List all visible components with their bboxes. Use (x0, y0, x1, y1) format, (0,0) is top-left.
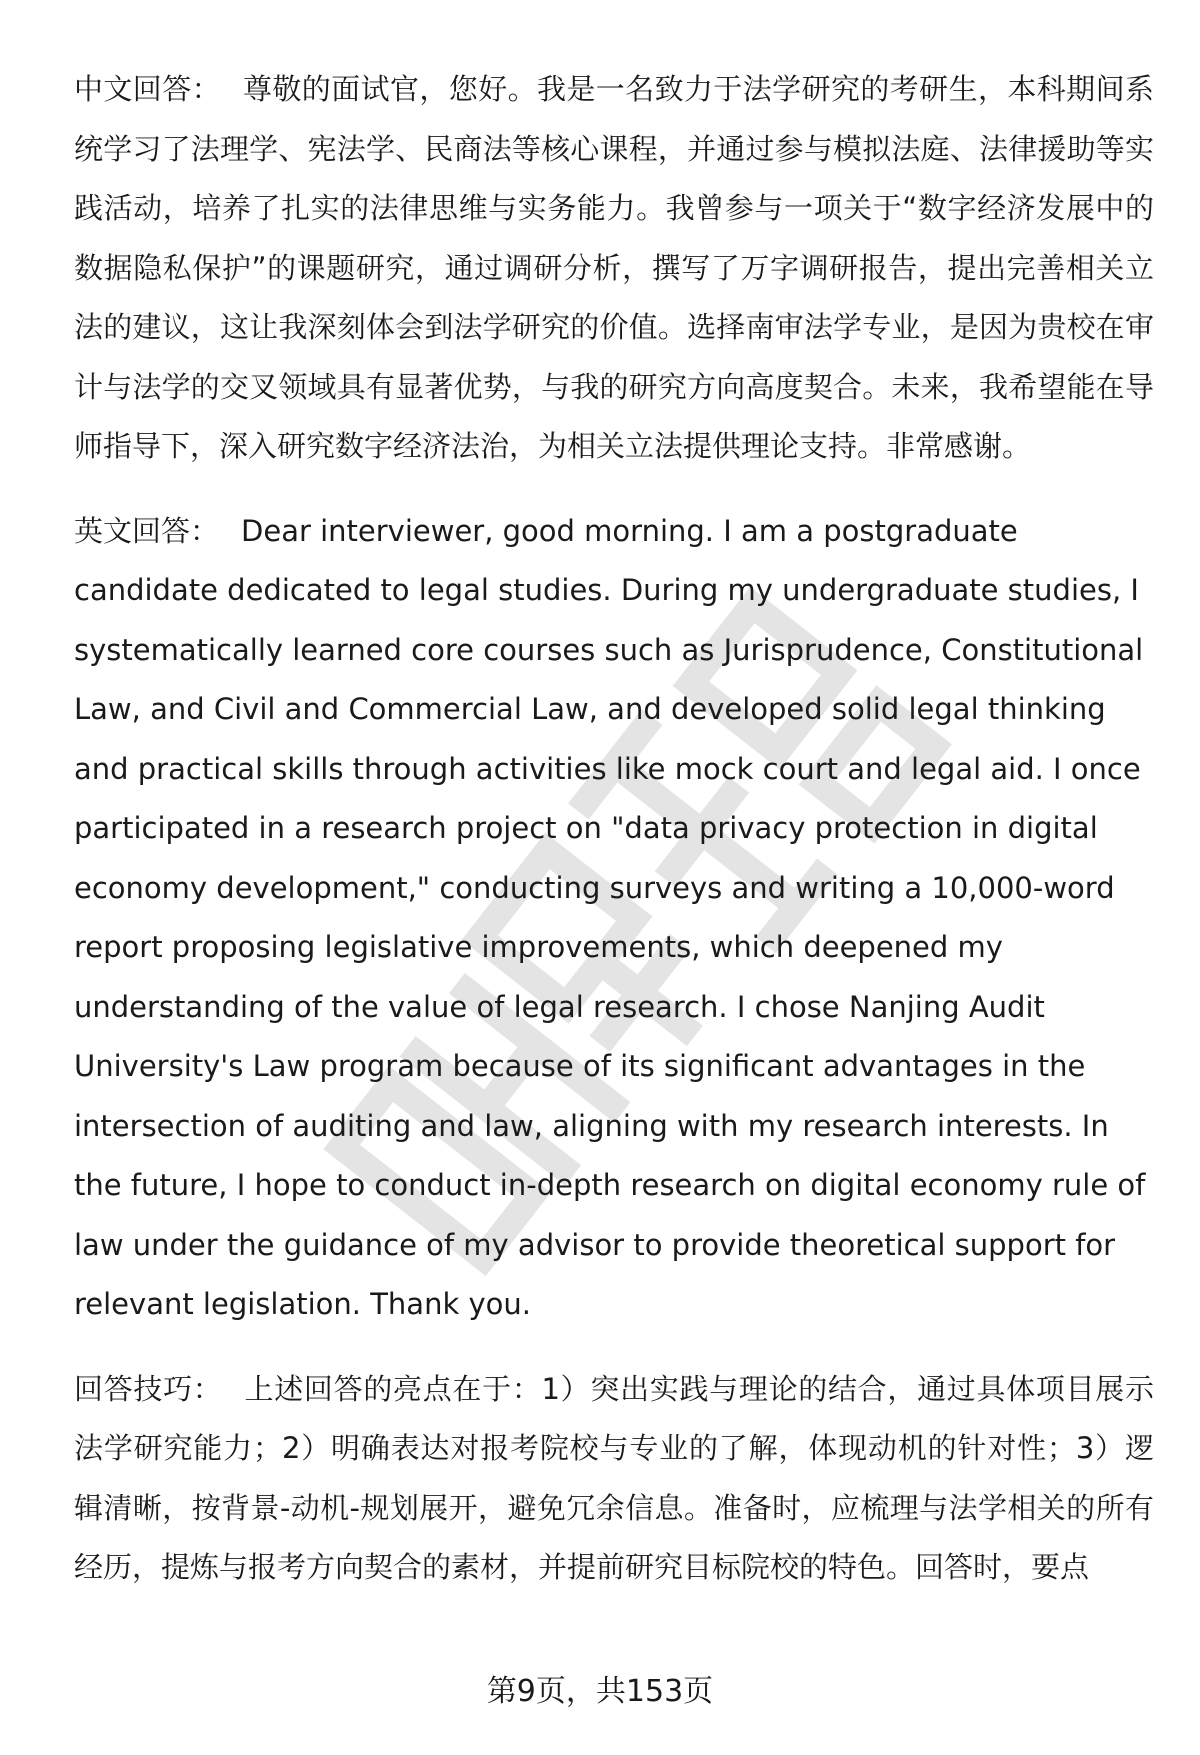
section-label: 回答技巧： (74, 1371, 223, 1406)
section-english-answer (74, 502, 1154, 1335)
section-label: 中文回答： (74, 72, 221, 106)
section-text: 尊敬的面试官，您好。我是一名致力于法学研究的考研生，本科期间系统学习了法理学、宪法学、民商法等核心课程，并通过参与模拟法庭、法律援助等实践活动，培养了扎实的法律思维与实务能力。我曾参与一项关于“数字经济发展中的数据隐私保护”的课题研究，通过调研分析，撰写了万字调研报告，提出完善相关立法的建议，这让我深刻体会到法学研究的价值。选择南审法学专业，是因为贵校在审计与法学的交叉领域具有显著优势，与我的研究方向高度契合。未来，我希望能在导师指导下，深入研究数字经济法治，为相关立法提供理论支持。非常感谢。 (74, 72, 1154, 463)
page-number-footer: 第9页，共153页 (486, 1674, 714, 1709)
document-body (74, 60, 1154, 1623)
section-answer-tips (74, 1360, 1154, 1598)
section-text: 上述回答的亮点在于：1）突出实践与理论的结合，通过具体项目展示法学研究能力；2）明确表达对报考院校与专业的了解，体现动机的针对性；3）逻辑清晰，按背景-动机-规划展开，避免冗余信息。准备时，应梳理与法学相关的所有经历，提炼与报考方向契合的素材，并提前研究目标院校的特色。回答时，要点 (74, 1371, 1154, 1584)
section-text: Dear interviewer, good morning. I am a postgraduate candidate dedicated to legal studies. During my undergraduate studies, I systematically learned core courses such as Jurisprudence, Constitutional Law, and Civil and Commercial Law, and developed solid legal thinking and practical skills through activities like mock court and legal aid. I once participated in a research project on "data privacy protection in digital economy development," conducting surveys and writing a 10,000-word report proposing legislative improvements, which deepened my understanding of the value of legal research. I chose Nanjing Audit University's Law program because of its significant advantages in the intersection of auditing and law, aligning with my research interests. In the future, I hope to conduct in-depth research on digital economy rule of law under the guidance of my advisor to provide theoretical support for relevant legislation. Thank you. (74, 513, 1146, 1321)
section-label: 英文回答： (74, 513, 220, 548)
section-chinese-answer (74, 60, 1154, 477)
